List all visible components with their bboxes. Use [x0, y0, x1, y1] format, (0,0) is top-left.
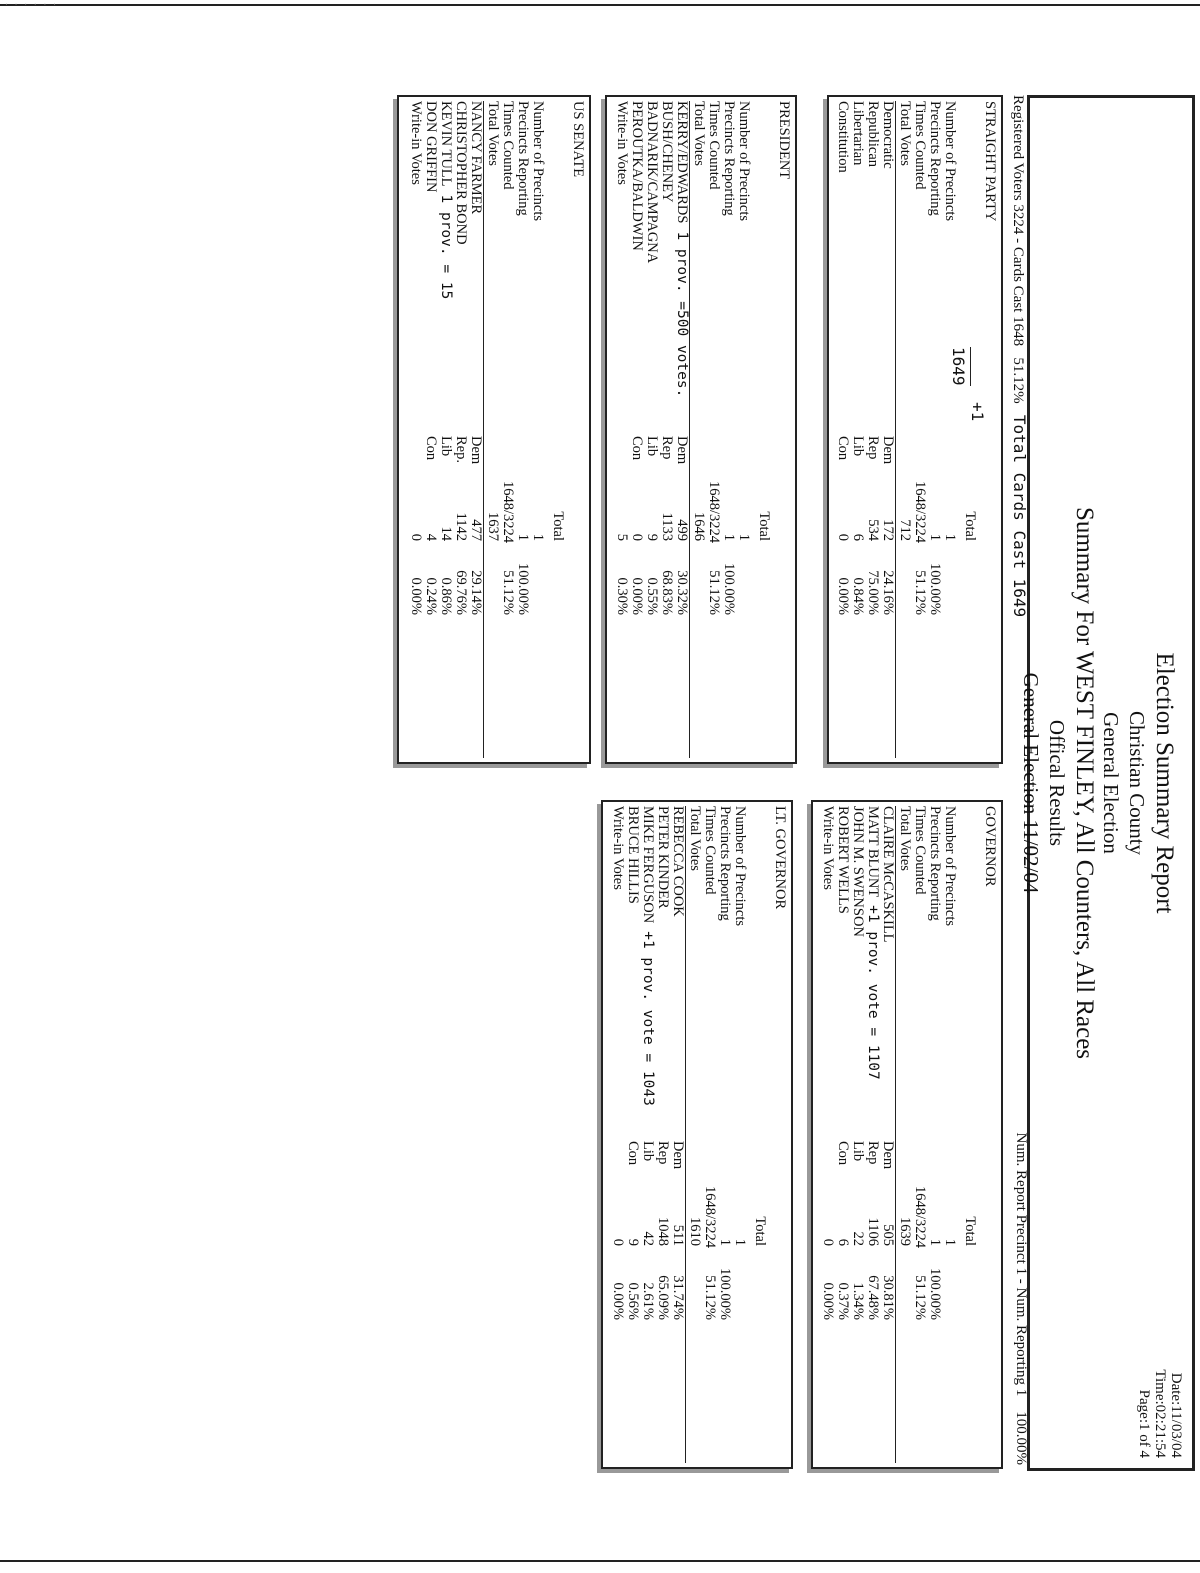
panel-title: GOVERNOR [982, 806, 998, 887]
percent: 2.61% [640, 1282, 656, 1320]
percent: 1.34% [850, 1282, 866, 1320]
handwritten-plus-one: +1 [968, 402, 987, 422]
stat-value: 1 [942, 1238, 958, 1246]
stat-value: 1648/3224 [500, 481, 516, 544]
candidate-row [865, 806, 880, 1463]
party: Dem [670, 1141, 686, 1170]
stat-value: 712 [897, 519, 913, 541]
candidate-name: MIKE FERGUSON [640, 806, 656, 924]
stat-label: Precincts Reporting [927, 101, 943, 216]
party: Rep [865, 436, 881, 460]
report-page: Page:1 of 4 [1136, 1389, 1152, 1458]
report-title: Election Summary Report [1151, 652, 1178, 914]
votes: 511 [670, 1224, 686, 1246]
candidate-name: PEROUTKA/BALDWIN [629, 101, 645, 251]
candidate-row [408, 101, 423, 758]
stat-label: Number of Precincts [942, 101, 958, 221]
candidate-row [640, 806, 655, 1463]
precinct-info: Num. Report Precinct 1 - Num. Reporting 1 [1013, 1132, 1029, 1397]
stat-pct: 100.00% [717, 1268, 733, 1320]
party: Lib [640, 1141, 656, 1162]
party: Con [625, 1141, 641, 1166]
stat-value: 1 [942, 533, 958, 541]
stat-label: Precincts Reporting [515, 101, 531, 216]
votes: 499 [674, 519, 690, 541]
report-titles [1018, 98, 1178, 1468]
stat-row [732, 806, 747, 1463]
header-row [550, 101, 565, 758]
percent: 69.76% [453, 570, 469, 615]
stat-value: 1 [732, 1238, 748, 1246]
candidate-row [423, 101, 438, 758]
votes: 42 [640, 1231, 656, 1246]
election-date: General Election 11/02/04 [1019, 672, 1043, 894]
stat-value: 1637 [485, 512, 501, 541]
percent: 0.37% [835, 1282, 851, 1320]
candidate-name: NANCY FARMER [468, 101, 484, 215]
candidate-row [865, 101, 880, 758]
percent: 68.83% [659, 570, 675, 615]
votes: 1142 [453, 512, 469, 541]
county-name: Christian County [1125, 710, 1149, 856]
votes: 1048 [655, 1217, 671, 1246]
candidate-row [644, 101, 659, 758]
panel-title: US SENATE [570, 101, 586, 178]
candidate-name: KERRY/EDWARDS [674, 101, 690, 224]
stat-label: Precincts Reporting [927, 806, 943, 921]
us-senate-panel [397, 95, 591, 764]
candidate-row [614, 101, 629, 758]
stat-value: 1648/3224 [912, 481, 928, 544]
percent: 0.86% [438, 577, 454, 615]
stat-row [942, 806, 957, 1463]
candidate-row [820, 806, 835, 1463]
stat-row [897, 806, 912, 1463]
candidate-row [610, 806, 625, 1463]
votes: 9 [625, 1238, 641, 1246]
candidate-row [629, 101, 644, 758]
stat-pct: 100.00% [515, 563, 531, 615]
percent: 24.16% [880, 570, 896, 615]
candidate-row [670, 806, 685, 1463]
percent: 0.00% [610, 1282, 626, 1320]
percent: 0.00% [820, 1282, 836, 1320]
stat-label: Number of Precincts [942, 806, 958, 926]
party: Lib [644, 436, 660, 457]
candidate-name: Write-in Votes [614, 101, 630, 185]
candidate-row [850, 806, 865, 1463]
percent: 29.14% [468, 570, 484, 615]
candidate-row [625, 806, 640, 1463]
panel-title: LT. GOVERNOR [772, 806, 788, 910]
handwritten-1649: 1649 [949, 347, 971, 386]
stat-pct: 51.12% [912, 570, 928, 615]
party: Lib [850, 1141, 866, 1162]
report-date: Date:11/03/04 [1168, 1372, 1184, 1458]
party: Con [835, 436, 851, 461]
governor-panel [811, 800, 1003, 1469]
report-time: Time:02:21:54 [1152, 1369, 1168, 1458]
results-status: Offical Results [1045, 719, 1069, 847]
election-report [115, 95, 1195, 1475]
total-header: Total [756, 511, 772, 541]
stat-row [736, 101, 751, 758]
party: Con [835, 1141, 851, 1166]
stat-label: Total Votes [897, 806, 913, 871]
candidate-name: CHRISTOPHER BOND [453, 101, 469, 245]
stat-label: Number of Precincts [732, 806, 748, 926]
stat-row [691, 101, 706, 758]
total-header: Total [550, 511, 566, 541]
candidate-row [468, 101, 483, 758]
total-header: Total [962, 1216, 978, 1246]
candidate-row [835, 806, 850, 1463]
stat-label: Times Counted [912, 806, 928, 895]
percent: 30.81% [880, 1275, 896, 1320]
stat-row [706, 101, 721, 758]
stat-row [687, 806, 702, 1463]
stat-value: 1610 [687, 1217, 703, 1246]
percent: 0.55% [644, 577, 660, 615]
candidate-name: PETER KINDER [655, 806, 671, 909]
stat-label: Number of Precincts [530, 101, 546, 221]
stat-label: Total Votes [485, 101, 501, 166]
candidate-name: REBECCA COOK [670, 806, 686, 917]
votes: 1106 [865, 1217, 881, 1246]
stat-label: Times Counted [702, 806, 718, 895]
percent: 0.30% [614, 577, 630, 615]
candidate-name: Democratic [880, 101, 896, 169]
votes: 0 [835, 533, 851, 541]
stat-row [530, 101, 545, 758]
stat-value: 1646 [691, 512, 707, 541]
panel-title: STRAIGHT PARTY [982, 101, 998, 222]
stat-value: 1 [530, 533, 546, 541]
candidate-name: ROBERT WELLS [835, 806, 851, 914]
candidate-name: Libertarian [850, 101, 866, 166]
percent: 0.56% [625, 1282, 641, 1320]
candidate-name: Write-in Votes [408, 101, 424, 185]
candidate-row [880, 806, 895, 1463]
votes: 1133 [659, 512, 675, 541]
party: Lib [438, 436, 454, 457]
party: Dem [468, 436, 484, 465]
handwritten-note: 1 prov. =500 votes. [674, 231, 690, 398]
stat-row [942, 101, 957, 758]
votes: 0 [610, 1238, 626, 1246]
stat-value: 1 [515, 533, 531, 541]
election-type: General Election [1099, 712, 1123, 854]
candidate-row [835, 101, 850, 758]
candidate-name: CLAIRE McCASKILL [880, 806, 896, 943]
candidate-row [659, 101, 674, 758]
divider [895, 101, 896, 758]
candidate-name: MATT BLUNT [865, 806, 881, 898]
votes: 9 [644, 533, 660, 541]
stat-row [721, 101, 736, 758]
stat-label: Total Votes [687, 806, 703, 871]
party: Con [423, 436, 439, 461]
page-bottom-rule [0, 1560, 1200, 1562]
stat-label: Precincts Reporting [721, 101, 737, 216]
stat-row [515, 101, 530, 758]
stat-row [927, 806, 942, 1463]
candidate-row [880, 101, 895, 758]
lt-governor-panel [601, 800, 793, 1469]
report-subtitle: Summary For WEST FINLEY, All Counters, All Races [1071, 506, 1098, 1060]
percent: 0.00% [408, 577, 424, 615]
candidate-name: DON GRIFFIN [423, 101, 439, 193]
candidate-name: Write-in Votes [820, 806, 836, 890]
president-panel [605, 95, 797, 764]
precinct-summary [1012, 1133, 1029, 1465]
candidate-name-with-note [674, 101, 689, 397]
percent: 30.32% [674, 570, 690, 615]
percent: 65.09% [655, 1275, 671, 1320]
candidate-name: Republican [865, 101, 881, 168]
stat-row [500, 101, 515, 758]
votes: 22 [850, 1231, 866, 1246]
total-header: Total [752, 1216, 768, 1246]
stat-value: 1648/3224 [702, 1186, 718, 1249]
votes: 6 [835, 1238, 851, 1246]
votes: 14 [438, 526, 454, 541]
stat-pct: 51.12% [702, 1275, 718, 1320]
page-top-rule [0, 4, 1200, 6]
percent: 31.74% [670, 1275, 686, 1320]
stat-pct: 51.12% [706, 570, 722, 615]
stat-pct: 51.12% [912, 1275, 928, 1320]
candidate-row [655, 806, 670, 1463]
stat-row [927, 101, 942, 758]
votes: 505 [880, 1224, 896, 1246]
votes: 4 [423, 533, 439, 541]
percent: 0.00% [629, 577, 645, 615]
handwritten-total-cards: Total Cards Cast 1649 [1010, 414, 1029, 618]
stat-label: Times Counted [500, 101, 516, 190]
stat-value: 1639 [897, 1217, 913, 1246]
candidate-name: KEVIN TULL [438, 101, 454, 187]
header-row [756, 101, 771, 758]
stat-label: Total Votes [897, 101, 913, 166]
precinct-pct: 100.00% [1013, 1411, 1029, 1465]
stat-value: 1 [927, 533, 943, 541]
header-row [962, 101, 977, 758]
handwritten-note: 1 prov. = 15 [438, 194, 454, 300]
party: Rep [655, 1141, 671, 1165]
votes: 172 [880, 519, 896, 541]
party: Dem [880, 1141, 896, 1170]
handwritten-note: +1 prov. vote = 1043 [640, 931, 656, 1106]
candidate-row [453, 101, 468, 758]
stat-value: 1648/3224 [912, 1186, 928, 1249]
votes: 477 [468, 519, 484, 541]
candidate-name: BRUCE HILLIS [625, 806, 641, 904]
candidate-name: Write-in Votes [610, 806, 626, 890]
stat-row [717, 806, 732, 1463]
votes: 534 [865, 519, 881, 541]
candidate-name-with-note [865, 806, 880, 1080]
party: Rep [659, 436, 675, 460]
header-row [962, 806, 977, 1463]
party: Rep. [453, 436, 469, 463]
party: Dem [880, 436, 896, 465]
stat-row [912, 101, 927, 758]
percent: 67.48% [865, 1275, 881, 1320]
stat-value: 1 [736, 533, 752, 541]
stat-label: Precincts Reporting [717, 806, 733, 921]
votes: 5 [614, 533, 630, 541]
scan-tick: · · · · · · [4, 0, 57, 9]
total-header: Total [962, 511, 978, 541]
stat-row [897, 101, 912, 758]
candidate-row [674, 101, 689, 758]
stat-value: 1648/3224 [706, 481, 722, 544]
stat-label: Times Counted [912, 101, 928, 190]
percent: 0.84% [850, 577, 866, 615]
candidate-name: BADNARIK/CAMPAGNA [644, 101, 660, 264]
party: Con [629, 436, 645, 461]
candidate-name-with-note [438, 101, 453, 299]
panel-title: PRESIDENT [776, 101, 792, 180]
stat-pct: 100.00% [927, 1268, 943, 1320]
party: Dem [674, 436, 690, 465]
votes: 0 [820, 1238, 836, 1246]
stat-pct: 100.00% [721, 563, 737, 615]
votes: 6 [850, 533, 866, 541]
percent: 0.24% [423, 577, 439, 615]
votes: 0 [408, 533, 424, 541]
registration-text: Registered Voters 3224 - Cards Cast 1648 [1010, 95, 1026, 347]
stat-label: Total Votes [691, 101, 707, 166]
stat-pct: 51.12% [500, 570, 516, 615]
candidate-name: JOHN M. SWENSON [850, 806, 866, 937]
candidate-name-with-note [640, 806, 655, 1106]
stat-row [912, 806, 927, 1463]
registration-pct: 51.12% [1010, 357, 1026, 404]
stat-row [485, 101, 500, 758]
stat-label: Times Counted [706, 101, 722, 190]
candidate-row [850, 101, 865, 758]
percent: 0.00% [835, 577, 851, 615]
candidate-row [438, 101, 453, 758]
percent: 75.00% [865, 570, 881, 615]
stat-value: 1 [721, 533, 737, 541]
party: Lib [850, 436, 866, 457]
straight-party-panel [827, 95, 1003, 764]
candidate-name: BUSH/CHENEY [659, 101, 675, 203]
candidate-name: Constitution [835, 101, 851, 173]
report-meta [1136, 1369, 1184, 1458]
stat-value: 1 [927, 1238, 943, 1246]
registration-summary [1009, 95, 1029, 617]
party: Rep [865, 1141, 881, 1165]
stat-label: Number of Precincts [736, 101, 752, 221]
stat-value: 1 [717, 1238, 733, 1246]
votes: 0 [629, 533, 645, 541]
header-row [752, 806, 767, 1463]
handwritten-note: +1 prov. vote = 1107 [865, 905, 881, 1080]
stat-row [702, 806, 717, 1463]
stat-pct: 100.00% [927, 563, 943, 615]
